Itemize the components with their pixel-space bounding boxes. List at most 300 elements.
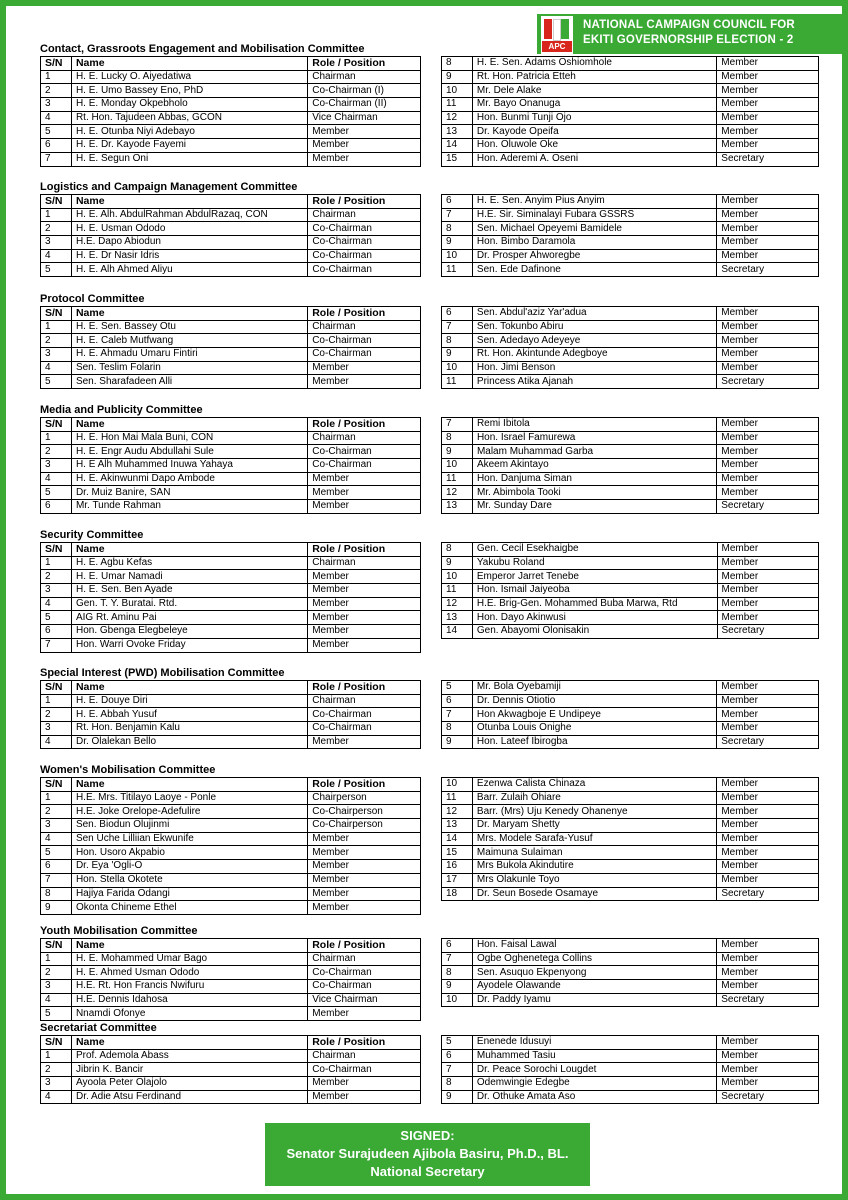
member-name: Enenede Idusuyi	[472, 1036, 716, 1050]
committee-table-left	[40, 56, 421, 167]
table-row	[41, 139, 421, 153]
column-header-sn: S/N	[41, 418, 72, 432]
member-role: Vice Chairman	[308, 993, 421, 1007]
table-row	[442, 431, 819, 445]
member-role: Member	[717, 966, 819, 980]
member-role: Co-Chairman	[308, 722, 421, 736]
table-row	[442, 556, 819, 570]
row-number: 10	[442, 778, 473, 792]
committee-section	[40, 925, 820, 1019]
committee-table-left	[40, 1035, 421, 1104]
table-row	[442, 152, 819, 166]
member-name: H. E. Alh. AbdulRahman AbdulRazaq, CON	[71, 208, 307, 222]
member-name: Dr. Muiz Banire, SAN	[71, 486, 307, 500]
table-row	[442, 873, 819, 887]
row-number: 4	[41, 249, 72, 263]
table-row	[442, 472, 819, 486]
row-number: 12	[442, 597, 473, 611]
member-name: Ezenwa Calista Chinaza	[472, 778, 716, 792]
row-number: 8	[41, 887, 72, 901]
member-name: H. E. Sen. Ben Ayade	[71, 584, 307, 598]
row-number: 9	[442, 980, 473, 994]
member-name: H.E. Brig-Gen. Mohammed Buba Marwa, Rtd	[472, 597, 717, 611]
row-number: 7	[41, 152, 72, 166]
member-name: Mr. Dele Alake	[472, 84, 716, 98]
row-number: 1	[41, 320, 72, 334]
table-header-row	[41, 418, 421, 432]
column-header-sn: S/N	[41, 307, 72, 321]
member-name: H. E. Dr Nasir Idris	[71, 249, 307, 263]
row-number: 10	[442, 993, 473, 1007]
signed-label: SIGNED:	[400, 1128, 455, 1143]
row-number: 2	[41, 966, 72, 980]
column-header-name: Name	[71, 195, 307, 209]
member-name: H. E. Akinwunmi Dapo Ambode	[71, 472, 307, 486]
table-row	[41, 611, 421, 625]
column-header-sn: S/N	[41, 195, 72, 209]
table-row	[41, 334, 421, 348]
member-name: H. E. Caleb Mutfwang	[71, 334, 307, 348]
member-role: Member	[717, 611, 819, 625]
member-name: Gen. Abayomi Olonisakin	[472, 625, 717, 639]
row-number: 15	[442, 152, 473, 166]
member-role: Member	[308, 611, 421, 625]
table-row	[442, 980, 819, 994]
row-number: 12	[442, 805, 473, 819]
row-number: 9	[41, 901, 72, 915]
member-name: Malam Muhammad Garba	[472, 445, 716, 459]
table-row	[442, 70, 819, 84]
member-name: Mr. Bola Oyebamiji	[472, 681, 716, 695]
column-header-name: Name	[71, 307, 307, 321]
member-name: Hon. Lateef Ibirogba	[472, 735, 716, 749]
table-row	[41, 556, 421, 570]
committee-table-left	[40, 777, 421, 915]
member-name: H. E. Lucky O. Aiyedatiwa	[71, 70, 307, 84]
table-row	[41, 208, 421, 222]
committee-section	[40, 181, 820, 275]
table-row	[41, 111, 421, 125]
row-number: 12	[442, 111, 473, 125]
member-name: Mrs Olakunle Toyo	[472, 873, 716, 887]
member-role: Member	[717, 860, 819, 874]
member-name: Hon. Bunmi Tunji Ojo	[472, 111, 716, 125]
table-row	[41, 1007, 421, 1021]
table-row	[442, 249, 819, 263]
table-row	[41, 597, 421, 611]
member-role: Member	[308, 125, 421, 139]
committee-table-right	[441, 777, 819, 901]
table-row	[41, 887, 421, 901]
member-role: Secretary	[717, 887, 819, 901]
row-number: 14	[442, 139, 473, 153]
table-row	[442, 98, 819, 112]
member-name: Hon. Warri Ovoke Friday	[71, 638, 307, 652]
table-row	[41, 584, 421, 598]
row-number: 9	[442, 236, 473, 250]
committee-table-right	[441, 194, 819, 277]
row-number: 13	[442, 500, 473, 514]
member-role: Member	[308, 873, 421, 887]
committee-table-right	[441, 56, 819, 167]
member-role: Member	[308, 152, 421, 166]
row-number: 5	[442, 1036, 473, 1050]
column-header-sn: S/N	[41, 939, 72, 953]
member-name: H.E. Dennis Idahosa	[71, 993, 307, 1007]
member-role: Member	[717, 570, 819, 584]
table-header-row	[41, 195, 421, 209]
member-role: Member	[717, 70, 819, 84]
member-name: Sen. Ede Dafinone	[472, 263, 716, 277]
member-name: H. E. Engr Audu Abdullahi Sule	[71, 445, 307, 459]
member-name: H.E. Rt. Hon Francis Nwifuru	[71, 980, 307, 994]
member-name: Sen. Teslim Folarin	[71, 361, 307, 375]
table-row	[442, 139, 819, 153]
column-header-role: Role / Position	[308, 57, 421, 71]
member-role: Member	[717, 597, 819, 611]
member-role: Chairman	[308, 1049, 421, 1063]
table-row	[442, 208, 819, 222]
committee-table-left	[40, 938, 421, 1021]
row-number: 1	[41, 952, 72, 966]
row-number: 14	[442, 625, 473, 639]
member-role: Member	[717, 459, 819, 473]
table-row	[41, 638, 421, 652]
member-name: Sen Uche Lilliian Ekwunife	[71, 832, 307, 846]
row-number: 8	[442, 431, 473, 445]
row-number: 9	[442, 556, 473, 570]
logo-white-stripe	[553, 19, 561, 41]
table-row	[41, 708, 421, 722]
row-number: 11	[442, 98, 473, 112]
member-name: Mr. Bayo Onanuga	[472, 98, 716, 112]
row-number: 4	[41, 735, 72, 749]
row-number: 9	[442, 1090, 473, 1104]
table-row	[442, 222, 819, 236]
member-name: Sen. Tokunbo Abiru	[472, 320, 716, 334]
table-row	[41, 805, 421, 819]
member-role: Member	[717, 472, 819, 486]
member-role: Member	[308, 500, 421, 514]
table-row	[442, 375, 819, 389]
member-name: Prof. Ademola Abass	[71, 1049, 307, 1063]
member-role: Member	[308, 625, 421, 639]
committee-table-left	[40, 542, 421, 653]
table-row	[442, 819, 819, 833]
table-row	[41, 860, 421, 874]
row-number: 6	[442, 939, 473, 953]
member-role: Member	[717, 249, 819, 263]
row-number: 10	[442, 459, 473, 473]
table-row	[442, 418, 819, 432]
member-role: Co-Chairman (I)	[308, 84, 421, 98]
member-name: Sen. Adedayo Adeyeye	[472, 334, 716, 348]
table-row	[41, 500, 421, 514]
table-row	[442, 486, 819, 500]
column-header-name: Name	[71, 418, 307, 432]
member-role: Co-Chairman	[308, 980, 421, 994]
member-role: Secretary	[717, 263, 819, 277]
row-number: 4	[41, 111, 72, 125]
table-row	[41, 873, 421, 887]
committee-table-right	[441, 680, 819, 749]
committee-section	[40, 529, 820, 651]
member-name: H. E Alh Muhammed Inuwa Yahaya	[71, 459, 307, 473]
committee-table-right	[441, 542, 819, 639]
member-role: Member	[308, 139, 421, 153]
committee-title: Protocol Committee	[40, 293, 145, 305]
member-name: H. E. Usman Ododo	[71, 222, 307, 236]
member-role: Member	[717, 1063, 819, 1077]
committee-table-right	[441, 417, 819, 514]
member-role: Chairman	[308, 556, 421, 570]
member-name: Hon. Oluwole Oke	[472, 139, 716, 153]
column-header-name: Name	[71, 681, 307, 695]
table-row	[41, 1049, 421, 1063]
row-number: 4	[41, 832, 72, 846]
table-header-row	[41, 1036, 421, 1050]
member-role: Co-Chairman	[308, 222, 421, 236]
member-role: Co-Chairman (II)	[308, 98, 421, 112]
member-name: Hon. Ismail Jaiyeoba	[472, 584, 717, 598]
table-row	[41, 263, 421, 277]
row-number: 6	[442, 307, 473, 321]
row-number: 2	[41, 445, 72, 459]
member-role: Secretary	[717, 735, 819, 749]
member-role: Member	[717, 708, 819, 722]
row-number: 10	[442, 361, 473, 375]
table-row	[442, 694, 819, 708]
row-number: 3	[41, 1077, 72, 1091]
member-name: Sen. Asuquo Ekpenyong	[472, 966, 716, 980]
member-role: Member	[308, 832, 421, 846]
member-role: Secretary	[717, 152, 819, 166]
member-role: Member	[717, 125, 819, 139]
member-name: Hon. Stella Okotete	[71, 873, 307, 887]
row-number: 2	[41, 222, 72, 236]
member-name: Dr. Maryam Shetty	[472, 819, 716, 833]
member-name: Muhammed Tasiu	[472, 1049, 716, 1063]
committee-table-right	[441, 938, 819, 1007]
table-row	[41, 1077, 421, 1091]
table-row	[41, 320, 421, 334]
member-role: Member	[308, 375, 421, 389]
row-number: 6	[442, 1049, 473, 1063]
member-role: Member	[717, 84, 819, 98]
row-number: 3	[41, 819, 72, 833]
table-row	[41, 459, 421, 473]
member-name: H. E. Hon Mai Mala Buni, CON	[71, 431, 307, 445]
member-role: Co-Chairman	[308, 445, 421, 459]
column-header-name: Name	[71, 1036, 307, 1050]
table-row	[41, 966, 421, 980]
row-number: 13	[442, 819, 473, 833]
member-name: H. E. Mohammed Umar Bago	[71, 952, 307, 966]
member-name: AIG Rt. Aminu Pai	[71, 611, 307, 625]
logo-text: APC	[542, 41, 572, 52]
row-number: 10	[442, 84, 473, 98]
member-role: Member	[717, 320, 819, 334]
table-row	[41, 84, 421, 98]
table-row	[442, 570, 819, 584]
row-number: 11	[442, 791, 473, 805]
committee-title: Special Interest (PWD) Mobilisation Committee	[40, 667, 285, 679]
member-role: Member	[308, 361, 421, 375]
member-name: H. E. Douye Diri	[71, 694, 307, 708]
row-number: 1	[41, 556, 72, 570]
member-name: Rt. Hon. Akintunde Adegboye	[472, 348, 716, 362]
row-number: 6	[41, 625, 72, 639]
member-role: Member	[717, 348, 819, 362]
table-row	[442, 500, 819, 514]
table-row	[442, 625, 819, 639]
row-number: 8	[442, 57, 473, 71]
member-role: Member	[717, 681, 819, 695]
member-name: Hon. Faisal Lawal	[472, 939, 716, 953]
member-name: H. E. Sen. Anyim Pius Anyim	[472, 195, 716, 209]
table-row	[41, 361, 421, 375]
committee-title: Security Committee	[40, 529, 144, 541]
member-name: H.E. Mrs. Titilayo Laoye - Ponle	[71, 791, 307, 805]
member-role: Co-Chairman	[308, 1063, 421, 1077]
member-role: Member	[308, 638, 421, 652]
table-row	[442, 966, 819, 980]
row-number: 5	[41, 486, 72, 500]
table-row	[442, 236, 819, 250]
member-name: Sen. Michael Opeyemi Bamidele	[472, 222, 716, 236]
member-role: Chairman	[308, 431, 421, 445]
row-number: 7	[442, 952, 473, 966]
member-role: Member	[717, 939, 819, 953]
member-role: Member	[717, 980, 819, 994]
table-row	[41, 980, 421, 994]
row-number: 3	[41, 584, 72, 598]
column-header-name: Name	[71, 778, 307, 792]
row-number: 5	[41, 1007, 72, 1021]
row-number: 1	[41, 431, 72, 445]
member-name: Hajiya Farida Odangi	[71, 887, 307, 901]
member-name: Dr. Othuke Amata Aso	[472, 1090, 716, 1104]
committee-title: Women's Mobilisation Committee	[40, 764, 216, 776]
member-name: Gen. T. Y. Buratai. Rtd.	[71, 597, 307, 611]
row-number: 12	[442, 486, 473, 500]
member-name: Barr. Zulaih Ohiare	[472, 791, 716, 805]
document-page	[6, 6, 842, 1194]
row-number: 7	[442, 320, 473, 334]
table-row	[41, 486, 421, 500]
table-row	[41, 694, 421, 708]
column-header-role: Role / Position	[308, 307, 421, 321]
row-number: 4	[41, 597, 72, 611]
committee-section	[40, 404, 820, 512]
row-number: 11	[442, 375, 473, 389]
member-role: Member	[717, 445, 819, 459]
member-name: Dr. Paddy Iyamu	[472, 993, 716, 1007]
member-name: Ayodele Olawande	[472, 980, 716, 994]
row-number: 10	[442, 570, 473, 584]
member-name: Rt. Hon. Tajudeen Abbas, GCON	[71, 111, 307, 125]
row-number: 2	[41, 334, 72, 348]
table-row	[442, 597, 819, 611]
member-role: Member	[717, 832, 819, 846]
table-row	[442, 1063, 819, 1077]
row-number: 2	[41, 84, 72, 98]
row-number: 7	[41, 873, 72, 887]
member-role: Chairman	[308, 694, 421, 708]
table-row	[41, 1063, 421, 1077]
table-row	[442, 611, 819, 625]
member-name: Dr. Dennis Otiotio	[472, 694, 716, 708]
member-name: H. E. Umar Namadi	[71, 570, 307, 584]
table-header-row	[41, 778, 421, 792]
member-role: Member	[308, 887, 421, 901]
member-name: Hon. Aderemi A. Oseni	[472, 152, 716, 166]
table-row	[442, 84, 819, 98]
table-row	[442, 334, 819, 348]
member-role: Member	[308, 597, 421, 611]
member-role: Member	[308, 486, 421, 500]
committee-title: Youth Mobilisation Committee	[40, 925, 198, 937]
row-number: 18	[442, 887, 473, 901]
member-role: Co-Chairman	[308, 459, 421, 473]
table-row	[442, 735, 819, 749]
table-row	[442, 1036, 819, 1050]
table-row	[442, 939, 819, 953]
row-number: 3	[41, 722, 72, 736]
member-name: Hon. Danjuma Siman	[472, 472, 716, 486]
member-name: Hon. Dayo Akinwusi	[472, 611, 717, 625]
table-row	[442, 361, 819, 375]
member-role: Member	[308, 846, 421, 860]
row-number: 2	[41, 570, 72, 584]
member-role: Co-Chairperson	[308, 819, 421, 833]
member-name: Dr. Kayode Opeifa	[472, 125, 716, 139]
table-row	[442, 543, 819, 557]
member-role: Secretary	[717, 500, 819, 514]
member-role: Member	[717, 208, 819, 222]
member-name: Sen. Biodun Olujinmi	[71, 819, 307, 833]
row-number: 2	[41, 805, 72, 819]
table-row	[41, 901, 421, 915]
member-role: Member	[308, 1077, 421, 1091]
table-header-row	[41, 939, 421, 953]
signature-block	[265, 1123, 590, 1186]
table-row	[442, 125, 819, 139]
member-role: Secretary	[717, 993, 819, 1007]
column-header-role: Role / Position	[308, 543, 421, 557]
member-name: Hon. Gbenga Elegbeleye	[71, 625, 307, 639]
table-row	[442, 307, 819, 321]
table-row	[442, 263, 819, 277]
row-number: 7	[442, 708, 473, 722]
committee-table-right	[441, 306, 819, 389]
table-row	[41, 222, 421, 236]
row-number: 5	[41, 263, 72, 277]
member-name: Dr. Olalekan Bello	[71, 735, 307, 749]
table-row	[442, 860, 819, 874]
member-name: Dr. Peace Sorochi Lougdet	[472, 1063, 716, 1077]
member-role: Member	[308, 1090, 421, 1104]
member-role: Member	[717, 556, 819, 570]
member-name: Rt. Hon. Patricia Etteh	[472, 70, 716, 84]
row-number: 2	[41, 708, 72, 722]
table-row	[442, 195, 819, 209]
table-row	[442, 832, 819, 846]
row-number: 2	[41, 1063, 72, 1077]
member-name: Ogbe Oghenetega Collins	[472, 952, 716, 966]
table-row	[41, 431, 421, 445]
column-header-name: Name	[71, 543, 307, 557]
